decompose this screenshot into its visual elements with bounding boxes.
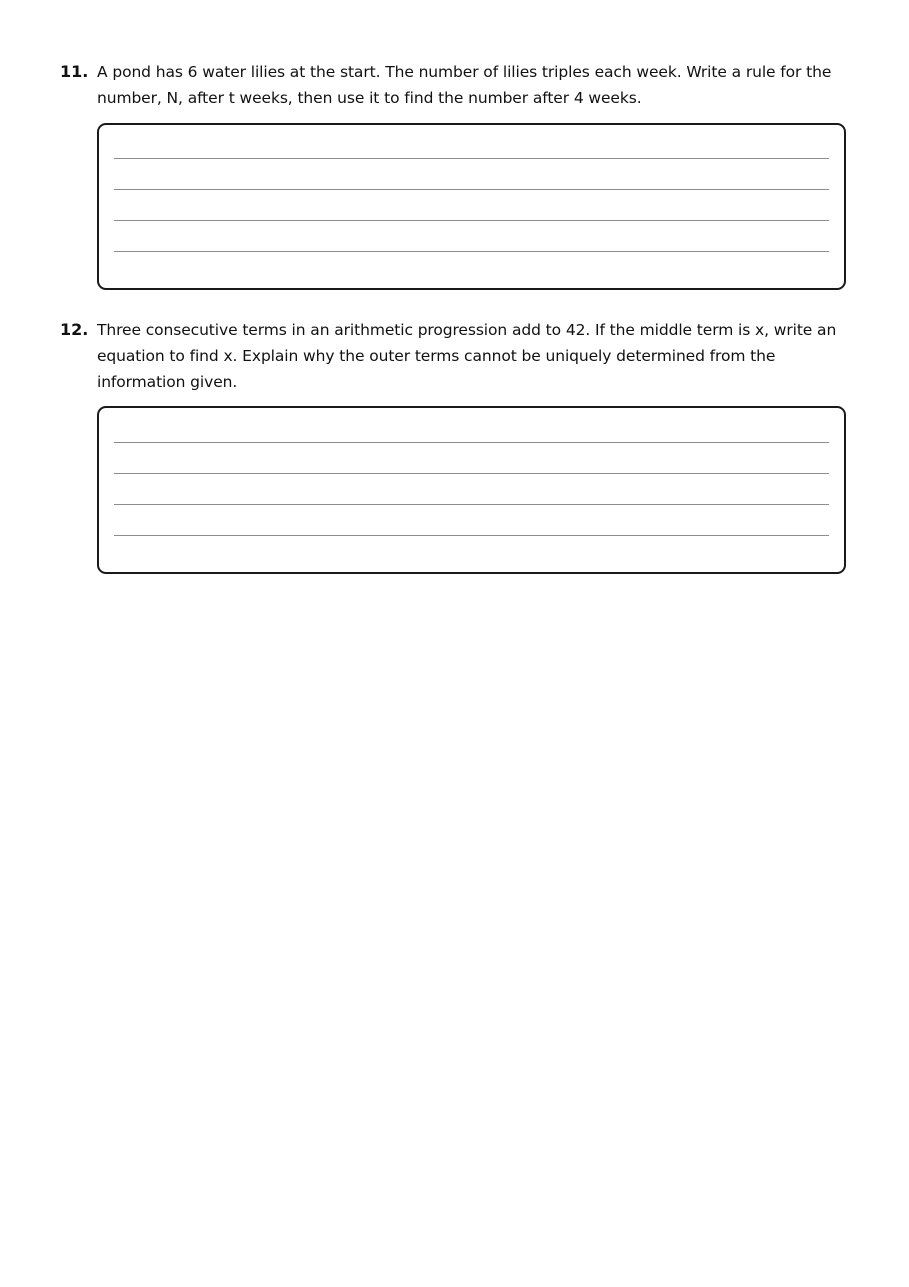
question-12-header xyxy=(60,317,850,395)
question-11 xyxy=(60,59,850,111)
answer-line xyxy=(114,189,829,190)
answer-line xyxy=(114,220,829,221)
question-11-header xyxy=(60,59,850,111)
answer-box[interactable] xyxy=(97,406,846,574)
answer-line xyxy=(114,535,829,536)
answer-line xyxy=(114,442,829,443)
question-number: 11. xyxy=(60,62,89,81)
answer-line xyxy=(114,158,829,159)
question-12 xyxy=(60,317,850,395)
question-number: 12. xyxy=(60,320,89,339)
answer-box[interactable] xyxy=(97,123,846,290)
question-text: Three consecutive terms in an arithmetic progression add to 42. If the middle term is x, write an equation to find x. Explain why the outer terms cannot be uniquely determined from the information given. xyxy=(97,321,837,391)
answer-line xyxy=(114,473,829,474)
answer-line xyxy=(114,504,829,505)
question-text: A pond has 6 water lilies at the start. The number of lilies triples each week. Write a rule for the number, N, after t weeks, then use it to find the number after 4 weeks. xyxy=(97,63,832,107)
answer-line xyxy=(114,251,829,252)
